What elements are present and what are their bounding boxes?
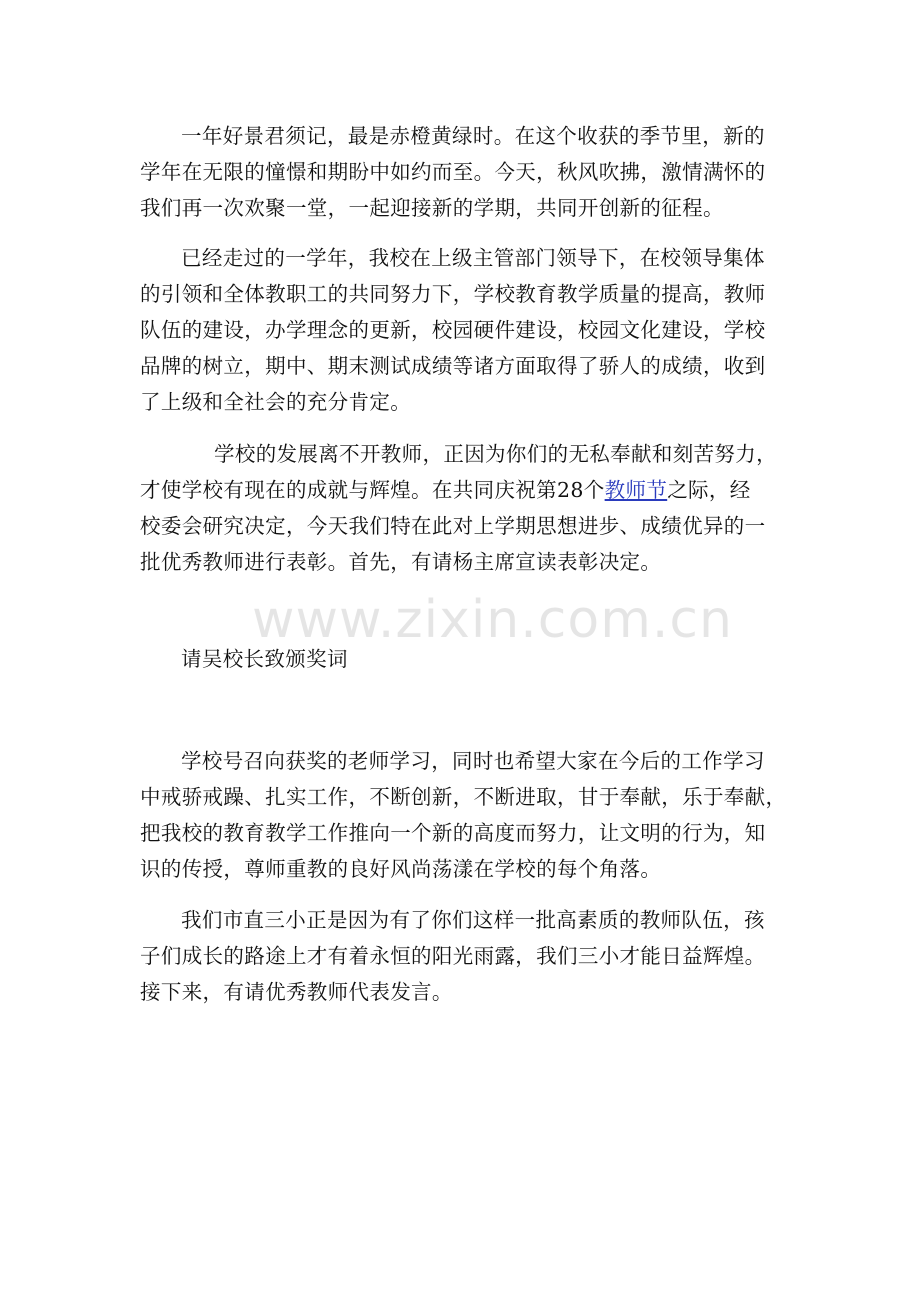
text-line: 中戒骄戒躁、扎实工作，不断创新，不断进取，甘于奉献，乐于奉献， xyxy=(140,785,787,809)
text-line: 校委会研究决定，今天我们特在此对上学期思想进步、成绩优异的一 xyxy=(140,514,766,538)
paragraph-award-speech xyxy=(140,641,785,677)
text-line: 识的传授，尊师重教的良好风尚荡漾在学校的每个角落。 xyxy=(140,857,662,881)
text-line: 了上级和全社会的充分肯定。 xyxy=(140,390,412,414)
text-line: 我们再一次欢聚一堂，一起迎接新的学期，共同开创新的征程。 xyxy=(140,196,724,220)
text-line: 队伍的建设，办学理念的更新，校园硬件建设，校园文化建设，学校 xyxy=(140,318,766,342)
text-line: 接下来，有请优秀教师代表发言。 xyxy=(140,980,453,1004)
paragraph-closing xyxy=(140,902,785,1010)
paragraph-review xyxy=(140,240,785,420)
text-line: 一年好景君须记，最是赤橙黄绿时。在这个收获的季节里，新的 xyxy=(181,124,765,148)
text-line: 我们市直三小正是因为有了你们这样一批高素质的教师队伍，孩 xyxy=(181,908,765,932)
teachers-day-link[interactable]: 教师节 xyxy=(604,478,668,502)
text-line: 学校的发展离不开教师，正因为你们的无私奉献和刻苦努力， xyxy=(214,442,777,466)
text-line: 把我校的教育教学工作推向一个新的高度而努力，让文明的行为，知 xyxy=(140,821,766,845)
text-line: 批优秀教师进行表彰。首先，有请杨主席宣读表彰决定。 xyxy=(140,550,662,574)
text-line: 的引领和全体教职工的共同努力下，学校教育教学质量的提高，教师 xyxy=(140,282,766,306)
watermark: www.zixin.com.cn xyxy=(252,590,733,650)
text-line: 请吴校长致颁奖词 xyxy=(181,647,348,671)
paragraph-commendation xyxy=(140,436,785,580)
text-segment: 之际，经 xyxy=(667,478,751,502)
paragraph-opening xyxy=(140,118,785,226)
paragraph-call-to-learn xyxy=(140,743,785,887)
text-line xyxy=(140,472,785,508)
text-line: 子们成长的路途上才有着永恒的阳光雨露，我们三小才能日益辉煌。 xyxy=(140,944,766,968)
text-line: 学年在无限的憧憬和期盼中如约而至。今天，秋风吹拂，激情满怀的 xyxy=(140,160,766,184)
document-body xyxy=(140,118,785,1010)
text-segment: 才使学校有现在的成就与辉煌。在共同庆祝第28个 xyxy=(140,478,605,502)
text-line: 已经走过的一学年，我校在上级主管部门领导下，在校领导集体 xyxy=(181,246,765,270)
text-line: 品牌的树立，期中、期末测试成绩等诸方面取得了骄人的成绩，收到 xyxy=(140,354,766,378)
text-line: 学校号召向获奖的老师学习，同时也希望大家在今后的工作学习 xyxy=(181,749,765,773)
